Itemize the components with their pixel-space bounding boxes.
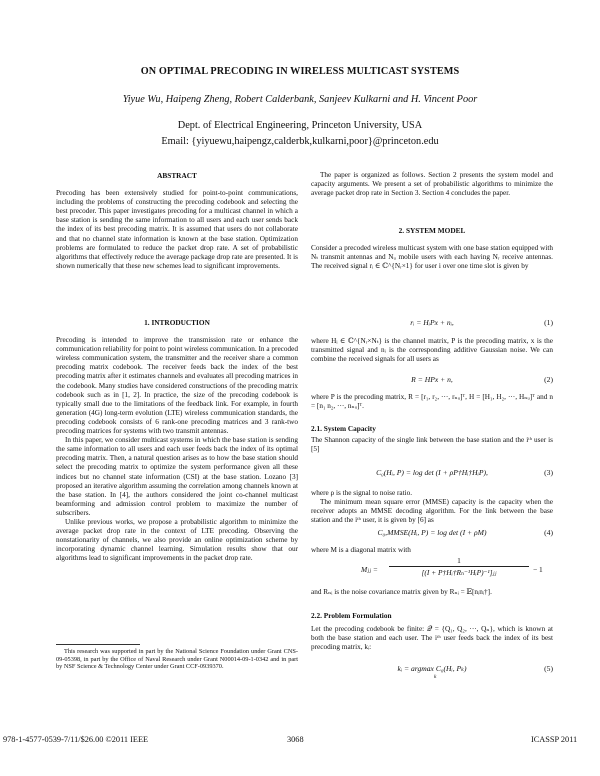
fraction-bar	[389, 566, 529, 567]
problem-formulation-heading: 2.2. Problem Formulation	[311, 611, 392, 620]
equation-m	[311, 556, 553, 586]
system-capacity-paragraph: The Shannon capacity of the single link between the base station and the iᵗʰ user is [5]	[311, 436, 553, 454]
equation-m-numerator: 1	[457, 556, 461, 565]
system-model-section	[311, 226, 553, 271]
introduction-body	[56, 336, 298, 563]
equation-m-lhs: Mⱼⱼ =	[361, 565, 378, 574]
after-eq1-paragraph: where Hᵢ ∈ ℂ^{Nᵣ×Nₜ} is the channel matrix, P is the precoding matrix, x is the transmitted signal and nᵢ is the corresponding additive Gaussian noise. We can combine the received signals for all users as	[311, 337, 553, 364]
equation-3	[311, 468, 553, 482]
after-eq3-paragraph: where ρ is the signal to noise ratio.	[311, 489, 413, 497]
equation-2-body: R = HPx + n,	[411, 375, 453, 384]
equation-1	[311, 318, 553, 332]
page-number: 3068	[287, 735, 304, 744]
problem-formulation-paragraph: Let the precoding codebook be finite: 𝒬 = {Q₁, Q₂, ···, Qₙ}, which is known at both the base station and each user. The iᵗʰ user feeds back the index of its best precoding matrix, kᵢ:	[311, 625, 553, 652]
noise-paragraph-block	[311, 588, 553, 597]
equation-m-denominator: [(I + P†Hᵢ†Rₙ⁻¹HᵢP)⁻¹]ⱼⱼ	[421, 568, 497, 577]
affiliation: Dept. of Electrical Engineering, Princeton University, USA	[177, 120, 423, 131]
introduction-section	[56, 318, 298, 563]
footnote-text: This research was supported in part by the National Science Foundation under Grant CNS-09-05398, in part by the Office of Naval Research under Grant N00014-09-1-0342 and in part by NSF Science & Technology Center under Grant CCF-0939370.	[56, 648, 298, 671]
conference-name: ICASSP 2011	[531, 735, 578, 744]
system-model-heading: 2. SYSTEM MODEL	[398, 226, 466, 235]
after-eq2	[311, 393, 553, 411]
organization-paragraph: The paper is organized as follows. Section 2 presents the system model and capacity arguments. We present a set of probabilistic algorithms to minimize the average packet drop rate in Section 3. Section 4 concludes the paper.	[311, 171, 553, 198]
after-eq1	[311, 337, 553, 364]
diag-paragraph: where M is a diagonal matrix with	[311, 546, 411, 554]
after-eq2-paragraph: where P is the precoding matrix, R = [r₁, r₂, ···, rₙᵤ]ᵀ, H = [H₁, H₂, ···, Hₙᵤ]ᵀ and n = [n₁ n₂, ···, nₙᵤ]ᵀ.	[311, 393, 553, 411]
equation-5-body: kᵢ = argmax C₀(Hᵢ, Pₖ)	[397, 664, 467, 673]
equation-m-fraction	[389, 556, 529, 577]
equation-4-body: C₀,MMSE(Hᵢ, P) = log det (I + ρM)	[377, 528, 487, 537]
after-eq3	[311, 489, 553, 525]
affiliation-block	[0, 118, 600, 150]
email: Email: {yiyuewu,haipengz,calderbk,kulkarni,poor}@princeton.edu	[161, 136, 439, 147]
noise-paragraph: and Rₙᵢ is the noise covariance matrix given by Rₙᵢ = 𝔼[nᵢnᵢ†].	[311, 588, 492, 596]
equation-4-number: (4)	[544, 528, 553, 537]
equation-5	[311, 664, 553, 682]
system-model-paragraph: Consider a precoded wireless multicast system with one base station equipped with Nₜ transmit antennas and Nᵤ mobile users with each having Nᵣ receive antennas. The received signal rᵢ ∈ ℂ^{Nᵣ×1} for user i over one time slot is given by	[311, 244, 553, 271]
mmse-paragraph: The minimum mean square error (MMSE) capacity is the capacity when the receiver adopts an MMSE decoding algorithm. For the link between the base station and the iᵗʰ user, it is given by [6] as	[311, 498, 553, 525]
footnote	[56, 648, 298, 671]
abstract-text	[56, 189, 298, 271]
equation-5-subscript: k	[434, 674, 437, 680]
footer-isbn: 978-1-4577-0539-7/11/$26.00 ©2011 IEEE	[3, 735, 149, 744]
intro-paragraph-2: In this paper, we consider multicast systems in which the base station is sending the same information to all users and each user feeds back the index of its optimal precoding matrix. Then, a natural question arises as to how the base station should select the precoding matrix to optimize the system performance given all these indices but no channel state information (CSI) at the base station. Lozano [3] proposed an iterative algorithm assuming the correlation among channels known at the base station. In [4], the authors considered the joint co-channel multicast beamforming and admission control problem to maximize the number of subscribers.	[56, 436, 298, 517]
footnote-rule	[56, 644, 140, 645]
organization-section	[311, 171, 553, 198]
system-capacity-heading: 2.1. System Capacity	[311, 424, 376, 433]
abstract-heading: ABSTRACT	[157, 171, 197, 180]
equation-m-tail: − 1	[533, 565, 543, 574]
equation-1-number: (1)	[544, 318, 553, 327]
equation-5-number: (5)	[544, 664, 553, 673]
equation-3-number: (3)	[544, 468, 553, 477]
problem-formulation-section	[311, 611, 553, 652]
equation-1-body: rᵢ = HᵢPx + nᵢ,	[410, 318, 454, 327]
abstract-paragraph: Precoding has been extensively studied for point-to-point communications, including the problems of constructing the precoding codebook and selecting the best precoder. This paper investigates precoding for a multicast channel in which a base station is sending the same information to all users and each user sends back the index of its best precoding matrix. It is assumed that users do not collaborate and that no channel state information is known at the base station. Optimization problems are formulated to reduce the packet drop rate. A set of probabilistic algorithms that effectively reduce the average package drop rate are presented. It is shown numerically that these new schemes lead to significant improvements.	[56, 189, 298, 270]
abstract-section	[56, 171, 298, 271]
equation-4	[311, 528, 553, 542]
intro-paragraph-1: Precoding is intended to improve the transmission rate or enhance the communication reliability for point to point wireless communication. In a precoded wireless communication system, the transmitter and the receiver share a common precoding matrix codebook. The receiver feeds back the index of the best precoding matrix after it estimates channels and evaluates all precoding matrices in the codebook. Many studies have considered constructions of the precoding matrix codebook such as in [1, 2]. In practice, the size of the precoding codebook is typically small due to the limitations of the feedback link. For example, in fourth generation (4G) long-term evolution (LTE) wireless communication standards, the precoding codebook consists of 6 rank-one precoding matrices and 3 rank-two precoding matrices for systems with two transmit antennas.	[56, 336, 298, 436]
intro-paragraph-3: Unlike previous works, we propose a probabilistic algorithm to minimize the average packet drop rate in the context of LTE precoding. Observing the nonstationarity of channels, we also provide an online optimization scheme by incorporating dynamic channel learning. Simulation results show that our algorithms lead to significant improvements in the packet drop rate.	[56, 517, 298, 563]
equation-3-body: C₀(Hᵢ, P) = log det (I + ρP†Hᵢ†HᵢP),	[376, 468, 488, 477]
system-capacity-section	[311, 424, 553, 454]
equation-2-number: (2)	[544, 375, 553, 384]
paper-title: ON OPTIMAL PRECODING IN WIRELESS MULTICAST SYSTEMS	[140, 66, 460, 77]
diag-paragraph-block	[311, 546, 553, 555]
author-list: Yiyue Wu, Haipeng Zheng, Robert Calderbank, Sanjeev Kulkarni and H. Vincent Poor	[122, 94, 478, 105]
equation-2	[311, 375, 553, 389]
introduction-heading: 1. INTRODUCTION	[144, 318, 210, 327]
